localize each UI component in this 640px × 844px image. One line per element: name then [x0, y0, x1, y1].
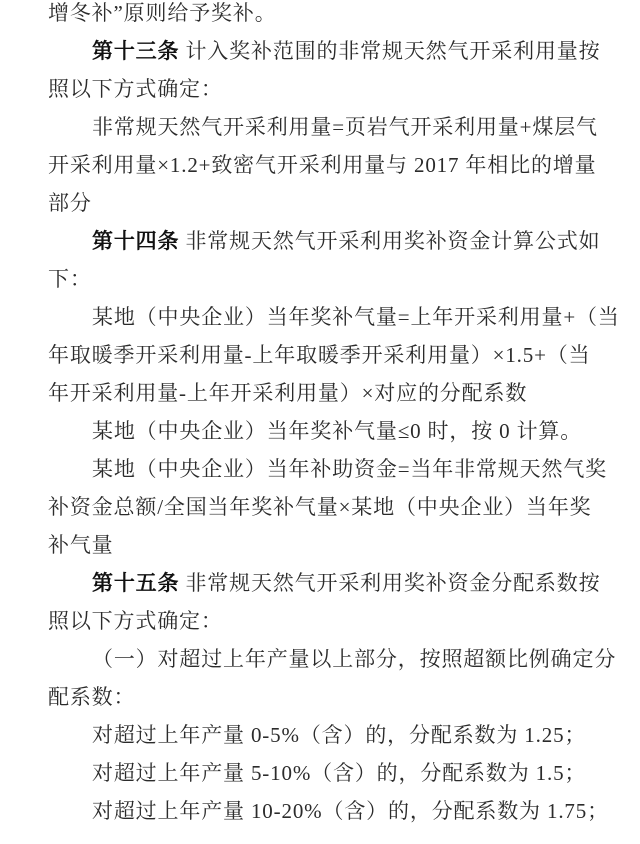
- text-line: [48, 602, 596, 640]
- text-segment: 补气量: [48, 533, 114, 557]
- text-line: [48, 184, 596, 222]
- text-line: [48, 108, 596, 146]
- text-line: [48, 298, 620, 336]
- text-segment: 年开采利用量-上年开采利用量）×对应的分配系数: [48, 381, 528, 405]
- text-line: [48, 374, 596, 412]
- text-segment: 照以下方式确定：: [48, 77, 223, 101]
- text-segment: 某地（中央企业）当年奖补气量=上年开采利用量+（当: [92, 305, 620, 329]
- text-line: [48, 754, 596, 792]
- text-line: [48, 792, 609, 830]
- text-segment: （一）对超过上年产量以上部分，按照超额比例确定分: [92, 647, 617, 671]
- text-segment: 某地（中央企业）当年补助资金=当年非常规天然气奖: [92, 457, 608, 481]
- text-segment: 对超过上年产量 0-5%（含）的，分配系数为 1.25；: [92, 723, 587, 747]
- text-line: [48, 412, 596, 450]
- text-segment: 对超过上年产量 5-10%（含）的，分配系数为 1.5；: [92, 761, 587, 785]
- article-heading: 第十三条: [92, 39, 180, 63]
- text-line: [48, 564, 601, 602]
- text-segment: 非常规天然气开采利用奖补资金计算公式如: [179, 229, 601, 253]
- article-heading: 第十四条: [92, 229, 180, 253]
- text-line: [48, 32, 601, 70]
- text-segment: 补资金总额/全国当年奖补气量×某地（中央企业）当年奖: [48, 495, 592, 519]
- text-line: [48, 336, 596, 374]
- text-segment: 对超过上年产量 10-20%（含）的，分配系数为 1.75；: [92, 799, 609, 823]
- text-line: [48, 640, 617, 678]
- text-line: [48, 70, 596, 108]
- text-line: [48, 0, 596, 32]
- document-body: [48, 0, 620, 830]
- article-heading: 第十五条: [92, 571, 180, 595]
- text-line: [48, 526, 596, 564]
- text-line: [48, 222, 601, 260]
- text-line: [48, 450, 608, 488]
- text-line: [48, 146, 596, 184]
- text-segment: 增冬补”原则给予奖补。: [48, 1, 277, 25]
- text-segment: 非常规天然气开采利用奖补资金分配系数按: [179, 571, 601, 595]
- text-segment: 开采利用量×1.2+致密气开采利用量与 2017 年相比的增量: [48, 153, 597, 177]
- text-segment: 非常规天然气开采利用量=页岩气开采利用量+煤层气: [92, 115, 598, 139]
- text-segment: 部分: [48, 191, 92, 215]
- text-segment: 照以下方式确定：: [48, 609, 223, 633]
- text-segment: 下：: [48, 267, 92, 291]
- text-line: [48, 488, 596, 526]
- text-segment: 配系数：: [48, 685, 136, 709]
- text-segment: 年取暖季开采利用量-上年取暖季开采利用量）×1.5+（当: [48, 343, 591, 367]
- text-line: [48, 716, 596, 754]
- text-line: [48, 678, 596, 716]
- text-segment: 某地（中央企业）当年奖补气量≤0 时，按 0 计算。: [92, 419, 583, 443]
- text-line: [48, 260, 596, 298]
- text-segment: 计入奖补范围的非常规天然气开采利用量按: [179, 39, 601, 63]
